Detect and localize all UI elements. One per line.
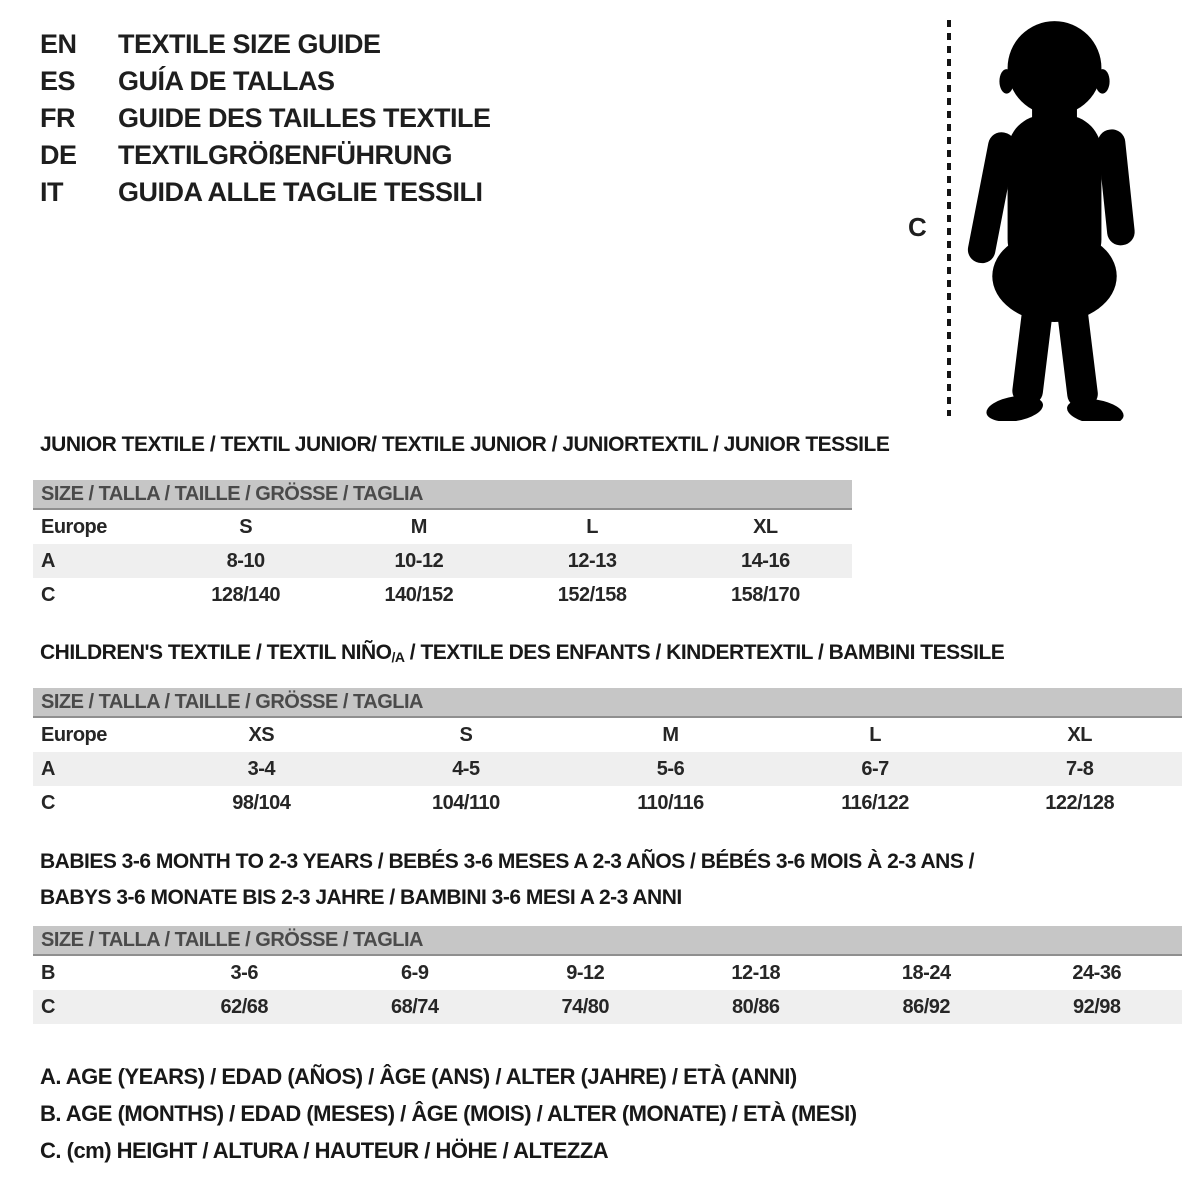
value-cell: 3-4: [247, 757, 275, 780]
junior-size-table: [33, 480, 852, 612]
value-cell: 152/158: [557, 583, 627, 606]
language-row-en: [40, 26, 491, 63]
measure-legend: [40, 1058, 857, 1169]
value-cell: 80/86: [731, 995, 780, 1018]
row-label: C: [41, 791, 55, 814]
babies-section-title-line1: BABIES 3-6 MONTH TO 2-3 YEARS / BEBÉS 3-6 MESES A 2-3 AÑOS / BÉBÉS 3-6 MOIS À 2-3 ANS /: [40, 850, 975, 873]
legend-line-b: B. AGE (MONTHS) / EDAD (MESES) / ÂGE (MOIS) / ALTER (MONATE) / ETÀ (MESI): [40, 1101, 857, 1126]
table-row: [33, 578, 852, 612]
value-cell: 128/140: [211, 583, 281, 606]
value-cell: 62/68: [220, 995, 269, 1018]
value-cell: 18-24: [901, 961, 951, 984]
language-row-fr: [40, 100, 491, 137]
table-header-bar: SIZE / TALLA / TAILLE / GRÖSSE / TAGLIA: [33, 480, 852, 510]
value-cell: 3-6: [230, 961, 258, 984]
value-cell: 4-5: [452, 757, 480, 780]
legend-line-a: A. AGE (YEARS) / EDAD (AÑOS) / ÂGE (ANS) / ALTER (JAHRE) / ETÀ (ANNI): [40, 1064, 797, 1089]
row-label: B: [41, 961, 55, 984]
table-row: [33, 718, 1182, 752]
value-cell: 104/110: [432, 791, 500, 814]
row-label: Europe: [41, 515, 107, 538]
value-cell: 12-18: [731, 961, 781, 984]
language-row-es: [40, 63, 491, 100]
table-row: [33, 752, 1182, 786]
children-size-table: [33, 688, 1182, 820]
babies-size-table: [33, 926, 1182, 1024]
language-guide-title: GUIDE DES TAILLES TEXTILE: [118, 103, 491, 133]
size-cell: XS: [248, 723, 275, 746]
children-title-sub: /A: [391, 649, 405, 665]
children-section-title: [40, 641, 1004, 665]
value-cell: 86/92: [902, 995, 951, 1018]
language-row-it: [40, 174, 491, 211]
row-label: Europe: [41, 723, 107, 746]
value-cell: 14-16: [741, 549, 790, 572]
language-guide-title: GUIDA ALLE TAGLIE TESSILI: [118, 177, 483, 207]
height-dashed-line: [947, 20, 951, 416]
value-cell: 5-6: [656, 757, 685, 780]
value-cell: 8-10: [226, 549, 265, 572]
value-cell: 74/80: [561, 995, 610, 1018]
value-cell: 68/74: [390, 995, 439, 1018]
value-cell: 6-7: [861, 757, 889, 780]
value-cell: 122/128: [1045, 791, 1115, 814]
value-cell: 116/122: [841, 791, 909, 814]
table-row: [33, 544, 852, 578]
language-guide-title: TEXTILGRÖßENFÜHRUNG: [118, 140, 452, 170]
value-cell: 12-13: [567, 549, 617, 572]
table-row: [33, 786, 1182, 820]
language-code: IT: [40, 177, 63, 207]
babies-section-title-line2: BABYS 3-6 MONATE BIS 2-3 JAHRE / BAMBINI 3-6 MESI A 2-3 ANNI: [40, 886, 682, 909]
children-title-prefix: CHILDREN'S TEXTILE / TEXTIL NIÑO: [40, 641, 392, 664]
size-cell: L: [869, 723, 881, 746]
size-cell: M: [410, 515, 427, 538]
value-cell: 7-8: [1065, 757, 1094, 780]
size-cell: XL: [753, 515, 778, 538]
row-label: A: [41, 757, 55, 780]
size-cell: XL: [1067, 723, 1092, 746]
row-label: C: [41, 995, 55, 1018]
size-cell: M: [662, 723, 679, 746]
language-code: DE: [40, 140, 77, 170]
toddler-silhouette-icon: [962, 13, 1146, 421]
language-code: ES: [40, 66, 76, 96]
value-cell: 98/104: [232, 791, 291, 814]
table-row: [33, 956, 1182, 990]
size-cell: S: [459, 723, 473, 746]
row-label: C: [41, 583, 55, 606]
value-cell: 6-9: [401, 961, 429, 984]
table-header-bar: SIZE / TALLA / TAILLE / GRÖSSE / TAGLIA: [33, 926, 1182, 956]
language-code: EN: [40, 29, 77, 59]
table-header-bar: SIZE / TALLA / TAILLE / GRÖSSE / TAGLIA: [33, 688, 1182, 718]
value-cell: 92/98: [1072, 995, 1121, 1018]
junior-section-title: JUNIOR TEXTILE / TEXTIL JUNIOR/ TEXTILE JUNIOR / JUNIORTEXTIL / JUNIOR TESSILE: [40, 433, 890, 456]
language-title-list: [40, 26, 491, 211]
table-row: [33, 990, 1182, 1024]
language-code: FR: [40, 103, 75, 133]
row-label: A: [41, 549, 55, 572]
height-measure-label: C: [908, 212, 927, 242]
value-cell: 24-36: [1072, 961, 1122, 984]
language-guide-title: TEXTILE SIZE GUIDE: [118, 29, 381, 59]
value-cell: 110/116: [637, 791, 704, 814]
language-row-de: [40, 137, 491, 174]
value-cell: 9-12: [566, 961, 605, 984]
legend-line-c: C. (cm) HEIGHT / ALTURA / HAUTEUR / HÖHE / ALTEZZA: [40, 1138, 609, 1163]
table-row: [33, 510, 852, 544]
language-guide-title: GUÍA DE TALLAS: [118, 66, 335, 96]
value-cell: 158/170: [730, 583, 800, 606]
children-title-suffix: / TEXTILE DES ENFANTS / KINDERTEXTIL / BAMBINI TESSILE: [404, 641, 1005, 664]
size-cell: L: [586, 515, 598, 538]
value-cell: 10-12: [394, 549, 444, 572]
size-cell: S: [239, 515, 253, 538]
value-cell: 140/152: [384, 583, 454, 606]
